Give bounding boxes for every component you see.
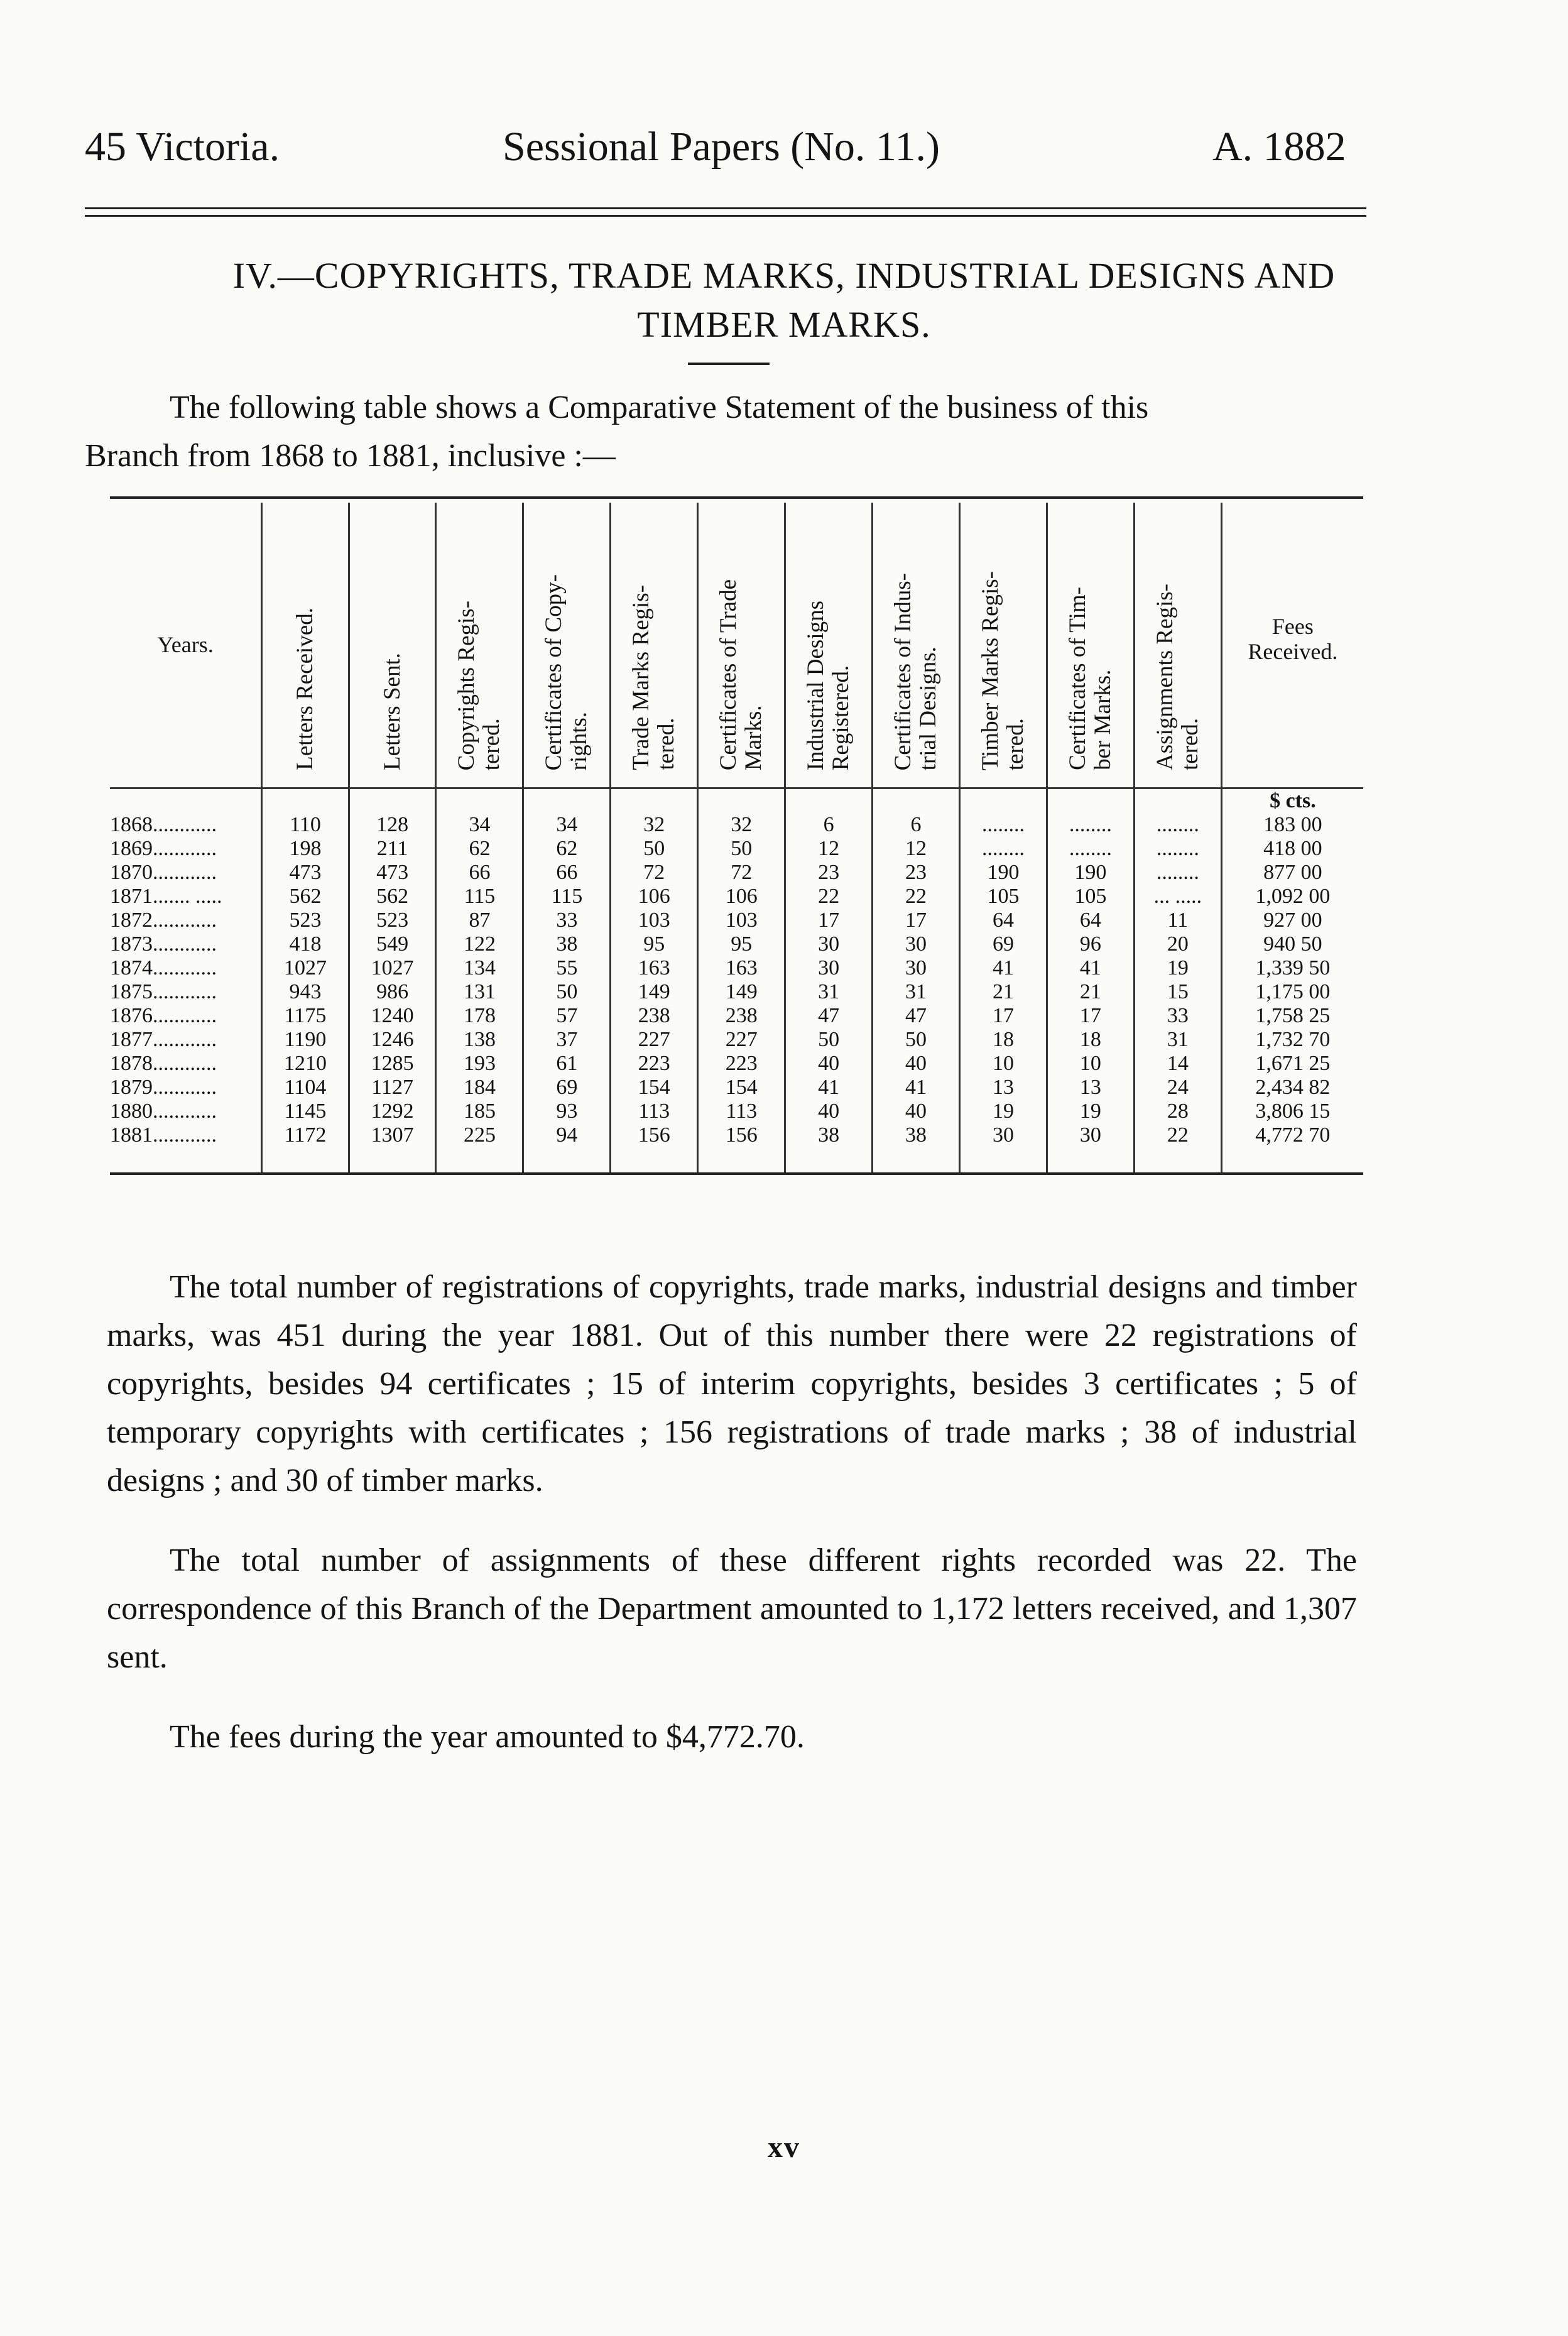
value-cell: 21 [1047, 980, 1134, 1004]
value-cell: 96 [1047, 932, 1134, 956]
unit-row [110, 789, 1363, 814]
column-header-text: Registered. [828, 665, 854, 770]
value-cell: 128 [349, 813, 436, 837]
value-cell: 418 [262, 932, 349, 956]
paragraph-registrations: The total number of registrations of copyrights, trade marks, industrial designs and timber marks, was 451 during the year 1881. Out of this number there were 22 registrations of copyrights, besides 94 certificates ; 15 of interim copyrights, besides 3 certificates ; 5 of temporary copyrights with certificates ; 156 registrations of trade marks ; 38 of industrial designs ; and 30 of timber marks. [107, 1269, 1357, 1498]
value-cell: 549 [349, 932, 436, 956]
column-header-text: Marks. [741, 705, 767, 770]
value-cell: 211 [349, 837, 436, 861]
value-cell: 1246 [349, 1028, 436, 1052]
value-cell: 14 [1134, 1052, 1221, 1076]
unit-cell [349, 789, 436, 814]
column-header-8 [873, 503, 960, 789]
value-cell: 122 [436, 932, 523, 956]
column-header-text: trial Designs. [915, 646, 942, 770]
value-cell: 95 [611, 932, 698, 956]
value-cell: 10 [1047, 1052, 1134, 1076]
header-rule-top [85, 207, 1366, 209]
value-cell: 50 [611, 837, 698, 861]
value-cell: 30 [873, 932, 960, 956]
year-cell: 1869............ [110, 837, 217, 860]
value-cell: 31 [785, 980, 873, 1004]
column-header-text: Letters Received. [292, 608, 318, 770]
fees-unit: $ cts. [1221, 789, 1363, 814]
unit-cell [1134, 789, 1221, 814]
column-header-text: Certificates of Copy- [541, 574, 567, 770]
unit-cell [436, 789, 523, 814]
value-cell: 149 [611, 980, 698, 1004]
value-cell: 41 [873, 1076, 960, 1100]
padding-cell [1047, 1147, 1134, 1172]
table-row [110, 813, 1363, 837]
value-cell: 31 [873, 980, 960, 1004]
value-cell: 115 [436, 885, 523, 909]
value-cell: 115 [523, 885, 611, 909]
value-cell: 198 [262, 837, 349, 861]
padding-cell [698, 1147, 785, 1172]
table-header [110, 503, 1363, 789]
table-row [110, 1076, 1363, 1100]
table-row [110, 837, 1363, 861]
value-cell: 986 [349, 980, 436, 1004]
value-cell: 12 [785, 837, 873, 861]
table-row [110, 1100, 1363, 1123]
year-cell: 1874............ [110, 956, 217, 980]
column-header-text: Years. [157, 632, 214, 657]
column-header-text: Copyrights Regis- [454, 600, 480, 770]
value-cell: 32 [611, 813, 698, 837]
padding-cell [611, 1147, 698, 1172]
value-cell: 238 [611, 1004, 698, 1028]
column-header-text: Assignments Regis- [1152, 583, 1178, 770]
value-cell: 106 [611, 885, 698, 909]
table-row [110, 932, 1363, 956]
value-cell: 1145 [262, 1100, 349, 1123]
year-cell: 1871....... ..... [110, 885, 222, 908]
table-row [110, 909, 1363, 932]
value-cell: 34 [436, 813, 523, 837]
unit-cell [873, 789, 960, 814]
value-cell: 64 [960, 909, 1047, 932]
value-cell: 17 [960, 1004, 1047, 1028]
header-session: 45 Victoria. [85, 124, 280, 170]
value-cell: 22 [873, 885, 960, 909]
value-cell: 1190 [262, 1028, 349, 1052]
value-cell: 178 [436, 1004, 523, 1028]
column-header-text: Fees [1271, 614, 1314, 639]
value-cell: 30 [785, 932, 873, 956]
value-cell: 13 [960, 1076, 1047, 1100]
value-cell: 223 [698, 1052, 785, 1076]
value-cell: ........ [1134, 861, 1221, 885]
value-cell: 131 [436, 980, 523, 1004]
value-cell: 562 [262, 885, 349, 909]
value-cell: 193 [436, 1052, 523, 1076]
value-cell: 10 [960, 1052, 1047, 1076]
table-bottom-rule [110, 1172, 1363, 1175]
year-cell: 1880............ [110, 1100, 217, 1123]
year-cell: 1868............ [110, 813, 217, 836]
column-header-1 [262, 503, 349, 789]
padding-cell [110, 1147, 262, 1172]
year-cell: 1878............ [110, 1052, 217, 1075]
padding-cell [785, 1147, 873, 1172]
value-cell: 23 [873, 861, 960, 885]
column-header-text: Received. [1248, 639, 1338, 664]
column-header-text: rights. [566, 711, 592, 770]
value-cell: 50 [523, 980, 611, 1004]
column-header-4 [523, 503, 611, 789]
fees-cell: 877 00 [1221, 861, 1363, 885]
header-sessional-papers: Sessional Papers (No. 11.) [503, 124, 940, 170]
padding-cell [873, 1147, 960, 1172]
value-cell: ........ [960, 813, 1047, 837]
table-body [110, 789, 1363, 1173]
value-cell: 72 [611, 861, 698, 885]
value-cell: 106 [698, 885, 785, 909]
table-row [110, 980, 1363, 1004]
value-cell: 19 [960, 1100, 1047, 1123]
value-cell: 184 [436, 1076, 523, 1100]
year-cell: 1877............ [110, 1028, 217, 1051]
value-cell: 227 [698, 1028, 785, 1052]
column-header-text: tered. [1177, 718, 1203, 770]
value-cell: 1027 [349, 956, 436, 980]
value-cell: 34 [523, 813, 611, 837]
unit-cell [698, 789, 785, 814]
body-text [107, 1263, 1357, 1761]
column-header-text: Trade Marks Regis- [628, 585, 655, 770]
value-cell: 13 [1047, 1076, 1134, 1100]
column-header-10 [1047, 503, 1134, 789]
value-cell: 72 [698, 861, 785, 885]
value-cell: 30 [785, 956, 873, 980]
intro-line-1: The following table shows a Comparative Statement of the business of this [170, 390, 1149, 425]
value-cell: 66 [523, 861, 611, 885]
value-cell: 23 [785, 861, 873, 885]
value-cell: 20 [1134, 932, 1221, 956]
unit-cell [110, 789, 262, 814]
value-cell: 50 [785, 1028, 873, 1052]
column-header-text: Industrial Designs [803, 600, 829, 770]
value-cell: 40 [785, 1052, 873, 1076]
value-cell: 21 [960, 980, 1047, 1004]
column-header-7 [785, 503, 873, 789]
column-header-text: Letters Sent. [379, 652, 405, 770]
value-cell: 163 [611, 956, 698, 980]
value-cell: 185 [436, 1100, 523, 1123]
value-cell: ........ [1047, 813, 1134, 837]
value-cell: 225 [436, 1123, 523, 1147]
statistics-table [110, 503, 1363, 1172]
value-cell: 238 [698, 1004, 785, 1028]
column-header-3 [436, 503, 523, 789]
value-cell: 40 [785, 1100, 873, 1123]
value-cell: 562 [349, 885, 436, 909]
paragraph-assignments: The total number of assignments of these different rights recorded was 22. The correspondence of this Branch of the Department amounted to 1,172 letters received, and 1,307 sent. [107, 1542, 1357, 1675]
value-cell: 64 [1047, 909, 1134, 932]
value-cell: 105 [960, 885, 1047, 909]
fees-cell: 2,434 82 [1221, 1076, 1363, 1100]
value-cell: ........ [960, 837, 1047, 861]
value-cell: 11 [1134, 909, 1221, 932]
running-header [0, 123, 1568, 180]
value-cell: 149 [698, 980, 785, 1004]
value-cell: 523 [349, 909, 436, 932]
value-cell: 134 [436, 956, 523, 980]
padding-cell [1221, 1147, 1363, 1172]
column-header-5 [611, 503, 698, 789]
value-cell: 156 [698, 1123, 785, 1147]
table-padding-row [110, 1147, 1363, 1172]
column-header-6 [698, 503, 785, 789]
value-cell: 138 [436, 1028, 523, 1052]
value-cell: 62 [523, 837, 611, 861]
fees-cell: 1,175 00 [1221, 980, 1363, 1004]
table-row [110, 1004, 1363, 1028]
table-row [110, 1052, 1363, 1076]
value-cell: 163 [698, 956, 785, 980]
column-header-0 [110, 503, 262, 789]
column-header-text: tered. [1002, 718, 1028, 770]
table-row [110, 1123, 1363, 1147]
value-cell: 1172 [262, 1123, 349, 1147]
value-cell: 1127 [349, 1076, 436, 1100]
value-cell: 28 [1134, 1100, 1221, 1123]
value-cell: 87 [436, 909, 523, 932]
value-cell: 66 [436, 861, 523, 885]
fees-cell: 3,806 15 [1221, 1100, 1363, 1123]
value-cell: 47 [785, 1004, 873, 1028]
title-divider [688, 363, 770, 365]
table-row [110, 956, 1363, 980]
value-cell: 47 [873, 1004, 960, 1028]
value-cell: 1104 [262, 1076, 349, 1100]
value-cell: ........ [1134, 813, 1221, 837]
value-cell: 33 [523, 909, 611, 932]
column-header-12 [1221, 503, 1363, 789]
value-cell: 38 [785, 1123, 873, 1147]
value-cell: 30 [960, 1123, 1047, 1147]
value-cell: 1027 [262, 956, 349, 980]
unit-cell [960, 789, 1047, 814]
fees-cell: 940 50 [1221, 932, 1363, 956]
padding-cell [1134, 1147, 1221, 1172]
value-cell: 156 [611, 1123, 698, 1147]
table-row [110, 861, 1363, 885]
value-cell: 32 [698, 813, 785, 837]
fees-cell: 927 00 [1221, 909, 1363, 932]
value-cell: 93 [523, 1100, 611, 1123]
value-cell: 154 [611, 1076, 698, 1100]
value-cell: ........ [1134, 837, 1221, 861]
column-header-text: Certificates of Trade [716, 579, 742, 770]
fees-cell: 418 00 [1221, 837, 1363, 861]
value-cell: 6 [873, 813, 960, 837]
fees-cell: 1,092 00 [1221, 885, 1363, 909]
unit-cell [1047, 789, 1134, 814]
table-header-row [110, 503, 1363, 789]
padding-cell [960, 1147, 1047, 1172]
value-cell: 17 [1047, 1004, 1134, 1028]
value-cell: 41 [1047, 956, 1134, 980]
value-cell: 18 [960, 1028, 1047, 1052]
intro-paragraph [85, 383, 1357, 480]
value-cell: 103 [698, 909, 785, 932]
value-cell: 17 [873, 909, 960, 932]
value-cell: 40 [873, 1100, 960, 1123]
column-header-2 [349, 503, 436, 789]
value-cell: 17 [785, 909, 873, 932]
value-cell: 50 [698, 837, 785, 861]
value-cell: 105 [1047, 885, 1134, 909]
column-header-11 [1134, 503, 1221, 789]
column-header-text: tered. [479, 718, 505, 770]
value-cell: 37 [523, 1028, 611, 1052]
value-cell: 69 [960, 932, 1047, 956]
value-cell: 154 [698, 1076, 785, 1100]
value-cell: 1285 [349, 1052, 436, 1076]
column-header-text: ber Marks. [1089, 669, 1116, 770]
value-cell: ... ..... [1134, 885, 1221, 909]
value-cell: 1307 [349, 1123, 436, 1147]
intro-line-2: Branch from 1868 to 1881, inclusive :— [85, 438, 616, 474]
section-title [0, 251, 1568, 349]
column-header-text: Certificates of Tim- [1064, 587, 1091, 770]
value-cell: 95 [698, 932, 785, 956]
unit-cell [785, 789, 873, 814]
unit-cell [611, 789, 698, 814]
unit-cell [523, 789, 611, 814]
table-top-rule [110, 496, 1363, 499]
value-cell: 94 [523, 1123, 611, 1147]
fees-cell: 1,758 25 [1221, 1004, 1363, 1028]
column-header-text: Certificates of Indus- [890, 572, 917, 770]
fees-cell: 1,339 50 [1221, 956, 1363, 980]
padding-cell [349, 1147, 436, 1172]
value-cell: 50 [873, 1028, 960, 1052]
value-cell: 41 [785, 1076, 873, 1100]
fees-cell: 1,671 25 [1221, 1052, 1363, 1076]
fees-cell: 1,732 70 [1221, 1028, 1363, 1052]
value-cell: 1175 [262, 1004, 349, 1028]
value-cell: 55 [523, 956, 611, 980]
value-cell: 12 [873, 837, 960, 861]
value-cell: 1240 [349, 1004, 436, 1028]
value-cell: 19 [1047, 1100, 1134, 1123]
value-cell: 38 [873, 1123, 960, 1147]
fees-cell: 4,772 70 [1221, 1123, 1363, 1147]
section-title-line-1: IV.—COPYRIGHTS, TRADE MARKS, INDUSTRIAL DESIGNS AND [232, 255, 1336, 296]
year-cell: 1873............ [110, 932, 217, 956]
year-cell: 1872............ [110, 909, 217, 932]
value-cell: 41 [960, 956, 1047, 980]
value-cell: 473 [262, 861, 349, 885]
value-cell: 473 [349, 861, 436, 885]
value-cell: 31 [1134, 1028, 1221, 1052]
value-cell: 15 [1134, 980, 1221, 1004]
header-rule-bottom [85, 215, 1366, 217]
value-cell: 1210 [262, 1052, 349, 1076]
value-cell: 30 [1047, 1123, 1134, 1147]
year-cell: 1881............ [110, 1123, 217, 1147]
value-cell: 943 [262, 980, 349, 1004]
fees-cell: 183 00 [1221, 813, 1363, 837]
year-cell: 1875............ [110, 980, 217, 1003]
value-cell: 24 [1134, 1076, 1221, 1100]
value-cell: 40 [873, 1052, 960, 1076]
table-row [110, 1028, 1363, 1052]
year-cell: 1870............ [110, 861, 217, 884]
padding-cell [523, 1147, 611, 1172]
value-cell: 69 [523, 1076, 611, 1100]
value-cell: 6 [785, 813, 873, 837]
value-cell: 190 [960, 861, 1047, 885]
table-row [110, 885, 1363, 909]
column-header-text: tered. [653, 718, 680, 770]
padding-cell [436, 1147, 523, 1172]
value-cell: 227 [611, 1028, 698, 1052]
header-year: A. 1882 [1212, 124, 1346, 170]
value-cell: 223 [611, 1052, 698, 1076]
padding-cell [262, 1147, 349, 1172]
column-header-text: Timber Marks Regis- [977, 570, 1003, 770]
unit-cell [262, 789, 349, 814]
value-cell: 110 [262, 813, 349, 837]
year-cell: 1876............ [110, 1004, 217, 1027]
value-cell: 19 [1134, 956, 1221, 980]
page-number: xv [768, 2131, 800, 2164]
value-cell: 57 [523, 1004, 611, 1028]
value-cell: 523 [262, 909, 349, 932]
value-cell: 33 [1134, 1004, 1221, 1028]
value-cell: 61 [523, 1052, 611, 1076]
value-cell: 113 [698, 1100, 785, 1123]
value-cell: 22 [785, 885, 873, 909]
value-cell: ........ [1047, 837, 1134, 861]
paragraph-fees: The fees during the year amounted to $4,772.70. [170, 1719, 805, 1755]
year-cell: 1879............ [110, 1076, 217, 1099]
value-cell: 38 [523, 932, 611, 956]
value-cell: 18 [1047, 1028, 1134, 1052]
value-cell: 30 [873, 956, 960, 980]
section-title-line-2: TIMBER MARKS. [637, 304, 931, 345]
column-header-9 [960, 503, 1047, 789]
value-cell: 62 [436, 837, 523, 861]
value-cell: 113 [611, 1100, 698, 1123]
value-cell: 190 [1047, 861, 1134, 885]
value-cell: 1292 [349, 1100, 436, 1123]
value-cell: 22 [1134, 1123, 1221, 1147]
value-cell: 103 [611, 909, 698, 932]
